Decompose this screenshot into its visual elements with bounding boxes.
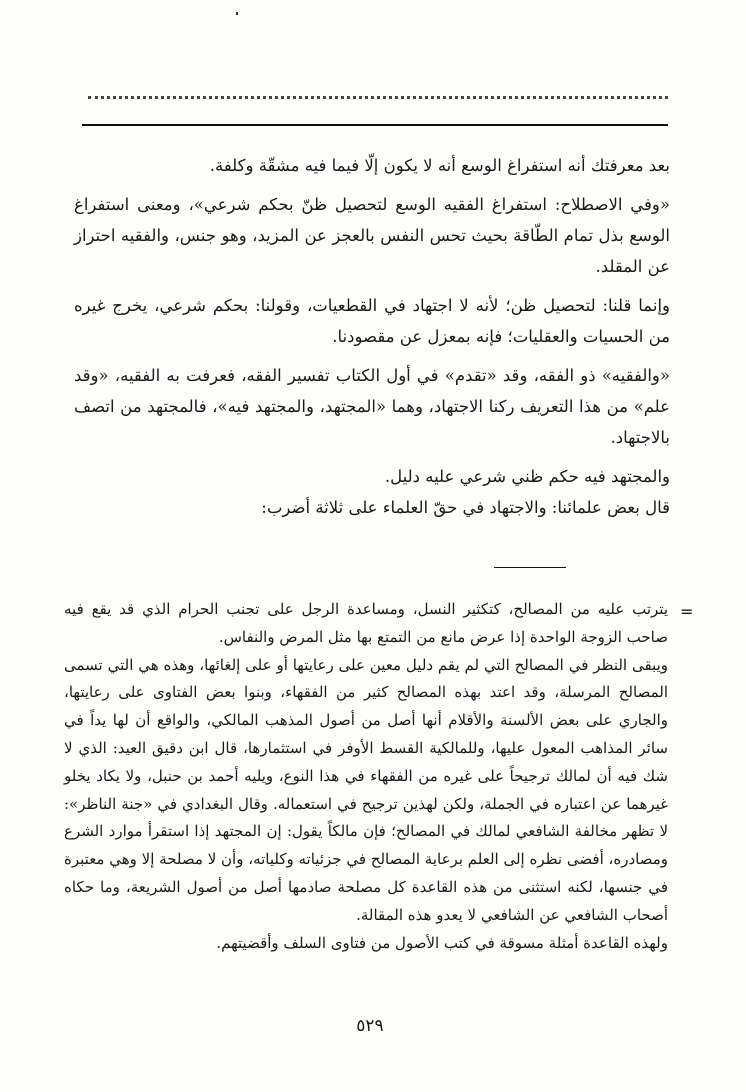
footnote-paragraph-3: ولهذه القاعدة أمثلة مسوقة في كتب الأصول من فتاوى السلف وأقضيتهم. xyxy=(216,933,668,952)
footnote-separator xyxy=(494,567,566,568)
paragraph-3: وإنما قلنا: لتحصيل ظن؛ لأنه لا اجتهاد في القطعيات، وقولنا: بحكم شرعي، يخرج غيره من الحسيات والعقليات؛ فإنه بمعزل عن مقصودنا. xyxy=(74,296,670,346)
page-number: ٥٢٩ xyxy=(356,1016,384,1036)
paragraph-1: بعد معرفتك أنه استفراغ الوسع أنه لا يكون إلّا فيما فيه مشقّة وكلفة. xyxy=(209,156,670,175)
footnotes xyxy=(64,596,668,957)
dotted-header-rule xyxy=(88,96,668,99)
paragraph-2: «وفي الاصطلاح: استفراغ الفقيه الوسع لتحصيل ظنّ بحكم شرعي»، ومعنى استفراغ الوسع بذل تمام الطّاقة بحيث تحس النفس بالعجز عن المزيد، وهو جنس، والفقيه احتراز عن المقلد. xyxy=(74,195,670,276)
footnote-paragraph-1: يترتب عليه من المصالح، كتكثير النسل، ومساعدة الرجل على تجنب الحرام الذي قد يقع فيه صاحب الزوجة الواحدة إذا عرض مانع من التمتع بها مثل المرض والنفاس. xyxy=(64,600,668,646)
footnote-continuation-marker: = xyxy=(680,602,694,621)
header-rule xyxy=(82,124,668,126)
paragraph-6: قال بعض علمائنا: والاجتهاد في حقّ العلماء على ثلاثة أضرب: xyxy=(261,498,670,517)
ink-dot xyxy=(236,12,238,15)
footnote-paragraph-2: ويبقى النظر في المصالح التي لم يقم دليل معين على رعايتها أو على إلغائها، وهذه هي التي تسمى المصالح المرسلة، وقد اعتد بهذه المصالح كثير من الفقهاء، وبنوا بعض الفتاوى على رعايتها، والجاري على بعض الألسنة والأقلام أنها أصل من أصول المذهب المالكي، والواقع أن لها يداً في سائر المذاهب المعول عليها، وللمالكية القسط الأوفر في استثمارها، قال ابن دقيق العيد: الذي لا شك فيه أن لمالك ترجيحاً على غيره من الفقهاء في هذا النوع، ويليه أحمد بن حنبل، ولا يكاد يخلو غيرهما عن اعتباره في الجملة، ولكن لهذين ترجيح في استعماله. وقال البغدادي في «جنة الناظر»: لا تظهر مخالفة الشافعي لمالك في المصالح؛ فإن مالكاً يقول: إن المجتهد إذا استقرأ موارد الشرع ومصادره، أفضى نظره إلى العلم برعاية المصالح في جزئياته وكلياته، وأن لا مصلحة إلا وهي معتبرة في جنسها، لكنه استثنى من هذه القاعدة كل مصلحة صادمها أصل من أصول الشريعة، وما حكاه أصحاب الشافعي عن الشافعي لا يعدو هذه المقالة. xyxy=(64,655,668,924)
main-text xyxy=(74,150,670,531)
paragraph-5: والمجتهد فيه حكم ظني شرعي عليه دليل. xyxy=(384,467,670,486)
paragraph-4: «والفقيه» ذو الفقه، وقد «تقدم» في أول الكتاب تفسير الفقه، فعرفت به الفقيه، «وقد علم» من هذا التعريف ركنا الاجتهاد، وهما «المجتهد، والمجتهد فيه»، فالمجتهد من اتصف بالاجتهاد. xyxy=(74,366,670,447)
